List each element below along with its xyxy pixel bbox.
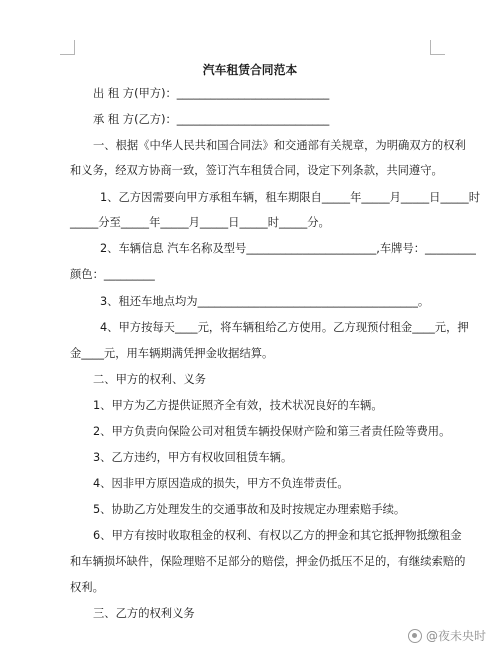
paragraph-line: 2、车辆信息 汽车名称及型号_______________________,车牌号：_________	[100, 242, 476, 255]
page-corner-mark	[60, 40, 75, 55]
document-title: 汽车租赁合同范本	[202, 63, 298, 77]
paragraph-line: 2、甲方负责向保险公司对租赁车辆投保财产险和第三者责任险等费用。	[93, 425, 451, 438]
section-heading: 二、甲方的权利、义务	[93, 373, 206, 386]
party-a-line: 出 租 方(甲方)：___________________________	[93, 87, 330, 100]
paragraph-line: 3、租还车地点均为_______________________________________。	[100, 295, 430, 308]
circle-logo-icon	[408, 629, 422, 643]
watermark	[408, 627, 486, 644]
paragraph-line: 颜色：_________	[70, 268, 155, 281]
paragraph-line: 1、乙方因需要向甲方承租车辆，租车期限自_____年_____月_____日_____时	[100, 191, 480, 204]
paragraph-line: 6、甲方有按时收取租金的权利、有权以乙方的押金和其它抵押物抵缴租金	[93, 529, 462, 542]
paragraph-line: 金____元，用车辆期满凭押金收据结算。	[70, 347, 274, 360]
party-b-line: 承 租 方(乙方)：___________________________	[93, 113, 330, 126]
paragraph-line: 4、因非甲方原因造成的损失，甲方不负连带责任。	[93, 477, 349, 490]
paragraph-line: 3、乙方违约，甲方有权收回租赁车辆。	[93, 451, 293, 464]
paragraph-line: 和车辆损坏缺件，保险理赔不足部分的赔偿，押金仍抵压不足的，有继续索赔的	[70, 555, 466, 568]
paragraph-line: 一、根据《中华人民共和国合同法》和交通部有关规章，为明确双方的权利	[93, 139, 466, 152]
watermark-text: @夜未央时	[425, 629, 486, 643]
paragraph-line: 权利。	[70, 581, 104, 594]
paragraph-line: 4、甲方按每天____元，将车辆租给乙方使用。乙方现预付租金____元，押	[100, 321, 469, 334]
paragraph-line: 和义务，经双方协商一致，签订汽车租赁合同，设定下列条款，共同遵守。	[70, 164, 443, 177]
paragraph-line: _____分至_____年_____月_____日_____时_____分。	[70, 216, 330, 229]
paragraph-line: 1、甲方为乙方提供证照齐全有效，技术状况良好的车辆。	[93, 399, 383, 412]
paragraph-line: 5、协助乙方处理发生的交通事故和及时按规定办理索赔手续。	[93, 503, 406, 516]
section-heading: 三、乙方的权利义务	[93, 607, 195, 620]
page-corner-mark	[430, 40, 445, 55]
